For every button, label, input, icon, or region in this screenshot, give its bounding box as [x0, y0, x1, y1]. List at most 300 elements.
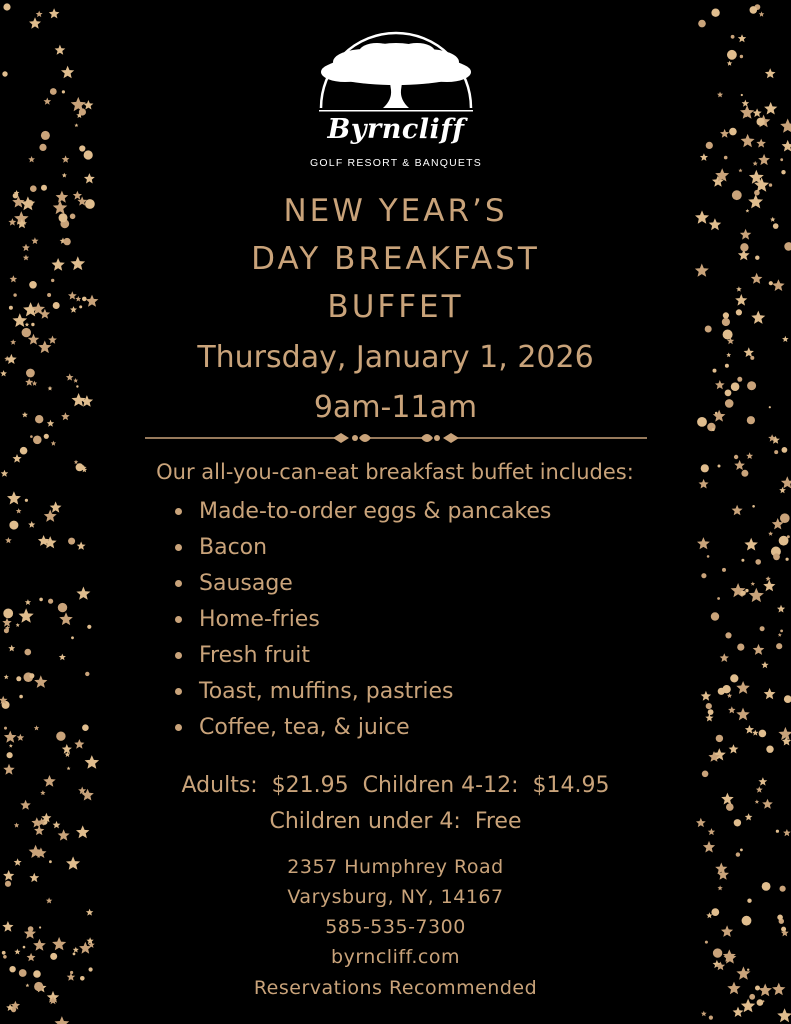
dot-icon: [769, 281, 773, 285]
star-icon: [741, 134, 755, 147]
dot-icon: [725, 632, 731, 638]
star-icon: [772, 279, 784, 291]
dot-icon: [89, 967, 93, 971]
star-icon: [84, 173, 95, 183]
dot-icon: [9, 306, 13, 310]
star-icon: [10, 275, 18, 282]
event-title-line-2: DAY BREAKFAST: [251, 241, 540, 277]
tree-icon: [305, 12, 487, 172]
star-icon: [23, 255, 29, 261]
star-icon: [708, 828, 715, 835]
dot-icon: [48, 599, 53, 604]
dot-icon: [722, 568, 726, 572]
dot-icon: [42, 134, 48, 140]
star-icon: [67, 766, 71, 770]
dot-icon: [747, 969, 749, 971]
star-icon: [44, 98, 52, 105]
dot-icon: [34, 982, 43, 991]
dot-icon: [779, 609, 781, 611]
dot-icon: [82, 724, 89, 731]
address-city: Varysburg, NY, 14167: [287, 886, 504, 908]
dot-icon: [777, 915, 783, 921]
star-icon: [48, 336, 57, 344]
star-icon: [16, 623, 20, 627]
dot-icon: [53, 302, 60, 309]
bullet-icon: [175, 544, 182, 551]
dot-icon: [731, 382, 740, 391]
dot-icon: [30, 185, 37, 192]
star-icon: [783, 829, 791, 836]
star-icon: [77, 542, 86, 550]
dot-icon: [705, 326, 712, 333]
star-icon: [1, 470, 9, 477]
star-icon: [697, 537, 710, 549]
star-icon: [29, 873, 39, 882]
star-icon: [742, 100, 750, 107]
star-icon: [736, 681, 750, 694]
dot-icon: [722, 318, 730, 326]
star-icon: [727, 982, 740, 995]
star-icon: [71, 256, 86, 270]
star-icon: [746, 452, 753, 459]
dot-icon: [73, 953, 76, 956]
star-icon: [718, 885, 723, 890]
dot-icon: [769, 406, 771, 408]
star-icon: [736, 708, 749, 721]
dot-icon: [757, 999, 764, 1006]
dot-icon: [729, 128, 737, 136]
star-icon: [745, 813, 753, 820]
dot-icon: [759, 730, 767, 738]
dot-icon: [702, 771, 709, 778]
dot-icon: [730, 674, 738, 682]
phone-number: 585-535-7300: [325, 916, 466, 938]
dot-icon: [79, 108, 86, 115]
star-icon: [53, 200, 68, 214]
dot-icon: [701, 464, 709, 472]
dot-icon: [58, 603, 67, 612]
dot-icon: [786, 558, 789, 561]
dot-icon: [723, 330, 733, 340]
star-icon: [58, 829, 70, 840]
star-icon: [74, 123, 78, 127]
star-icon: [19, 608, 34, 623]
star-icon: [778, 633, 782, 637]
dot-icon: [705, 941, 708, 944]
dot-icon: [56, 732, 65, 741]
star-icon: [728, 706, 735, 713]
star-icon: [759, 11, 765, 16]
dot-icon: [740, 243, 748, 251]
star-icon: [759, 984, 772, 997]
star-icon: [740, 229, 751, 240]
star-icon: [758, 154, 770, 165]
dot-icon: [731, 35, 735, 39]
dot-icon: [755, 559, 761, 565]
dot-icon: [708, 709, 714, 715]
dot-icon: [760, 626, 765, 631]
star-icon: [733, 1007, 744, 1017]
star-icon: [696, 818, 706, 827]
star-icon: [777, 1008, 791, 1022]
dot-icon: [39, 598, 43, 602]
dot-icon: [79, 305, 82, 308]
star-icon: [4, 731, 17, 743]
dot-icon: [59, 213, 68, 222]
star-icon: [27, 953, 36, 961]
star-icon: [765, 68, 776, 78]
star-icon: [705, 714, 713, 722]
dot-icon: [741, 94, 743, 96]
dot-icon: [87, 625, 91, 629]
dot-icon: [71, 636, 74, 639]
dot-icon: [766, 746, 773, 753]
star-icon: [695, 264, 709, 277]
dot-icon: [7, 752, 13, 758]
star-icon: [66, 373, 74, 380]
dot-icon: [707, 555, 710, 558]
star-icon: [756, 786, 763, 792]
dot-icon: [3, 955, 7, 959]
list-item: Sausage: [175, 569, 551, 605]
star-icon: [26, 983, 30, 987]
star-icon: [73, 947, 79, 953]
star-icon: [699, 479, 709, 489]
dot-icon: [724, 156, 728, 160]
star-icon: [762, 799, 773, 809]
dot-icon: [33, 970, 41, 978]
dot-icon: [781, 927, 786, 932]
star-icon: [6, 354, 17, 364]
dot-icon: [70, 214, 76, 220]
star-icon: [52, 937, 66, 950]
dot-icon: [711, 9, 719, 17]
star-icon: [740, 105, 754, 119]
dot-icon: [780, 513, 790, 523]
event-title-line-1: NEW YEAR’S: [283, 193, 508, 229]
dot-icon: [82, 297, 87, 302]
star-icon: [744, 538, 758, 551]
star-icon: [727, 61, 733, 66]
star-icon: [62, 173, 67, 178]
dot-icon: [709, 1016, 713, 1020]
byrncliff-logo: [305, 12, 487, 172]
dot-icon: [741, 470, 748, 477]
dot-icon: [4, 628, 9, 633]
star-icon: [86, 909, 93, 916]
star-icon: [31, 237, 38, 244]
dot-icon: [780, 630, 783, 633]
reservation-note: Reservations Recommended: [253, 977, 538, 999]
star-icon: [59, 654, 66, 661]
star-icon: [0, 370, 7, 376]
dot-icon: [755, 986, 760, 991]
star-icon: [779, 487, 786, 493]
bullet-icon: [175, 508, 182, 515]
dot-icon: [715, 412, 718, 415]
dot-icon: [784, 695, 791, 703]
star-icon: [3, 870, 14, 881]
star-icon: [76, 825, 89, 838]
star-icon: [43, 775, 55, 787]
list-item: Bacon: [175, 533, 551, 569]
dot-icon: [736, 309, 742, 315]
star-icon: [34, 675, 47, 688]
ornament-divider: [145, 427, 647, 449]
dot-icon: [29, 673, 34, 678]
dot-icon: [737, 644, 744, 651]
dot-icon: [13, 193, 18, 198]
dot-icon: [68, 538, 75, 545]
star-icon: [732, 505, 743, 516]
star-icon: [727, 693, 732, 698]
star-icon: [61, 412, 69, 420]
star-icon: [49, 8, 60, 18]
dot-icon: [718, 688, 725, 695]
dot-icon: [734, 455, 738, 459]
star-icon: [13, 313, 28, 327]
star-icon: [14, 823, 19, 828]
star-icon: [770, 217, 775, 222]
star-icon: [720, 129, 729, 138]
star-icon: [73, 378, 78, 383]
star-icon: [10, 339, 16, 345]
event-time: 9am-11am: [313, 390, 478, 425]
dot-icon: [717, 597, 720, 600]
dot-icon: [742, 916, 752, 926]
star-icon: [46, 897, 52, 903]
star-icon: [28, 521, 35, 528]
star-icon: [748, 194, 763, 208]
star-icon: [14, 858, 22, 865]
star-icon: [8, 218, 16, 226]
star-icon: [36, 11, 43, 18]
star-icon: [726, 353, 731, 358]
star-icon: [75, 296, 81, 302]
dot-icon: [697, 417, 707, 427]
star-icon: [40, 790, 45, 795]
star-icon: [778, 727, 791, 740]
dot-icon: [787, 535, 790, 538]
dot-icon: [716, 735, 723, 742]
star-icon: [4, 674, 9, 679]
dot-icon: [755, 256, 759, 260]
star-icon: [734, 460, 745, 470]
star-icon: [47, 420, 54, 427]
dot-icon: [76, 463, 84, 471]
star-icon: [7, 491, 21, 504]
star-icon: [53, 821, 61, 829]
star-icon: [746, 209, 750, 213]
star-icon: [751, 582, 756, 586]
dot-icon: [701, 573, 706, 578]
star-icon: [766, 576, 771, 581]
star-icon: [751, 311, 765, 324]
star-icon: [8, 645, 15, 652]
dot-icon: [50, 88, 57, 95]
star-icon: [87, 937, 94, 944]
star-icon: [5, 537, 12, 543]
dot-icon: [725, 399, 734, 408]
star-icon: [22, 244, 30, 251]
star-icon: [701, 691, 711, 701]
star-icon: [59, 612, 73, 625]
star-icon: [782, 140, 791, 152]
star-icon: [21, 196, 36, 210]
dot-icon: [51, 279, 54, 282]
dot-icon: [19, 695, 23, 699]
star-icon: [25, 322, 29, 326]
star-icon: [736, 286, 742, 291]
dot-icon: [85, 199, 95, 209]
star-icon: [34, 725, 39, 730]
star-icon: [721, 793, 734, 805]
bullet-icon: [175, 616, 182, 623]
dot-icon: [76, 385, 78, 387]
star-icon: [738, 34, 746, 42]
star-icon: [61, 66, 74, 79]
dot-icon: [773, 223, 779, 229]
dot-icon: [769, 183, 772, 186]
pricing-under-4: Children under 4: Free: [269, 809, 522, 834]
dot-icon: [23, 946, 26, 949]
star-icon: [3, 764, 14, 775]
dot-icon: [734, 819, 741, 826]
dot-icon: [16, 676, 21, 681]
star-icon: [736, 966, 750, 979]
event-title-line-3: BUFFET: [327, 289, 464, 325]
dot-icon: [5, 881, 11, 887]
star-icon: [33, 939, 46, 951]
star-icon: [38, 341, 51, 354]
dot-icon: [31, 323, 34, 326]
dot-icon: [4, 727, 7, 730]
buffet-intro: Our all-you-can-eat breakfast buffet includes:: [156, 460, 634, 484]
list-item: Toast, muffins, pastries: [175, 677, 551, 713]
dot-icon: [732, 190, 742, 200]
star-icon: [52, 258, 65, 271]
bullet-icon: [175, 688, 182, 695]
dot-icon: [747, 416, 755, 424]
dot-icon: [22, 328, 31, 337]
dot-icon: [711, 908, 719, 916]
pricing-adults-children: Adults: $21.95 Children 4-12: $14.95: [181, 773, 610, 798]
star-icon: [51, 441, 56, 446]
list-item: Home-fries: [175, 605, 551, 641]
dot-icon: [28, 926, 34, 932]
star-icon: [85, 755, 100, 769]
star-icon: [755, 800, 759, 804]
dot-icon: [727, 50, 737, 60]
dot-icon: [79, 145, 85, 151]
star-icon: [62, 155, 70, 162]
dot-icon: [50, 953, 57, 960]
star-icon: [16, 508, 22, 513]
dot-icon: [726, 803, 734, 811]
dot-icon: [752, 505, 755, 508]
star-icon: [55, 1016, 70, 1024]
dot-icon: [49, 860, 52, 863]
bullet-icon: [175, 580, 182, 587]
star-icon: [25, 599, 31, 605]
star-icon: [74, 739, 84, 749]
dot-icon: [711, 612, 719, 620]
star-icon: [68, 291, 77, 299]
dot-icon: [2, 951, 6, 955]
star-icon: [763, 580, 775, 592]
list-item: Coffee, tea, & juice: [175, 713, 551, 749]
website-link[interactable]: byrncliff.com: [331, 946, 460, 968]
star-icon: [2, 921, 13, 932]
star-icon: [729, 744, 739, 753]
dot-icon: [70, 971, 73, 974]
dot-icon: [62, 90, 65, 93]
star-icon: [17, 734, 25, 741]
dot-icon: [750, 356, 754, 360]
star-icon: [48, 386, 53, 391]
dot-icon: [26, 369, 35, 378]
star-icon: [717, 92, 723, 98]
dot-icon: [80, 976, 85, 981]
dot-icon: [725, 364, 729, 368]
star-icon: [700, 153, 708, 161]
dot-icon: [20, 447, 28, 455]
star-icon: [28, 156, 35, 162]
star-icon: [713, 410, 726, 422]
dot-icon: [749, 994, 755, 1000]
star-icon: [14, 949, 20, 955]
dot-icon: [39, 926, 41, 928]
dot-icon: [747, 381, 756, 390]
star-icon: [73, 191, 82, 200]
event-date: Thursday, January 1, 2026: [197, 340, 594, 375]
star-icon: [22, 412, 28, 418]
star-icon: [721, 925, 733, 937]
dot-icon: [84, 150, 93, 159]
dot-icon: [713, 948, 722, 957]
star-icon: [715, 863, 727, 875]
dot-icon: [780, 886, 786, 892]
star-icon: [70, 306, 77, 313]
star-icon: [9, 744, 13, 748]
dot-icon: [33, 436, 42, 445]
star-icon: [2, 618, 11, 627]
star-icon: [44, 510, 57, 522]
star-icon: [50, 501, 62, 512]
star-icon: [782, 336, 789, 342]
address-street: 2357 Humphrey Road: [287, 856, 504, 878]
dot-icon: [741, 559, 744, 562]
star-icon: [62, 744, 72, 754]
brand-tagline: GOLF RESORT & BANQUETS: [310, 157, 482, 169]
dot-icon: [780, 158, 783, 161]
dot-icon: [784, 242, 791, 251]
star-icon: [20, 800, 31, 810]
dot-icon: [2, 71, 7, 76]
dot-icon: [782, 447, 788, 453]
dot-icon: [44, 434, 49, 439]
dot-icon: [776, 643, 782, 649]
star-icon: [66, 856, 80, 869]
star-icon: [25, 378, 33, 386]
dot-icon: [30, 435, 33, 438]
dot-icon: [740, 591, 745, 596]
star-icon: [703, 841, 715, 853]
dot-icon: [723, 312, 729, 318]
dot-icon: [737, 377, 742, 382]
brand-name: Byrncliff: [327, 114, 465, 145]
star-icon: [752, 730, 758, 736]
